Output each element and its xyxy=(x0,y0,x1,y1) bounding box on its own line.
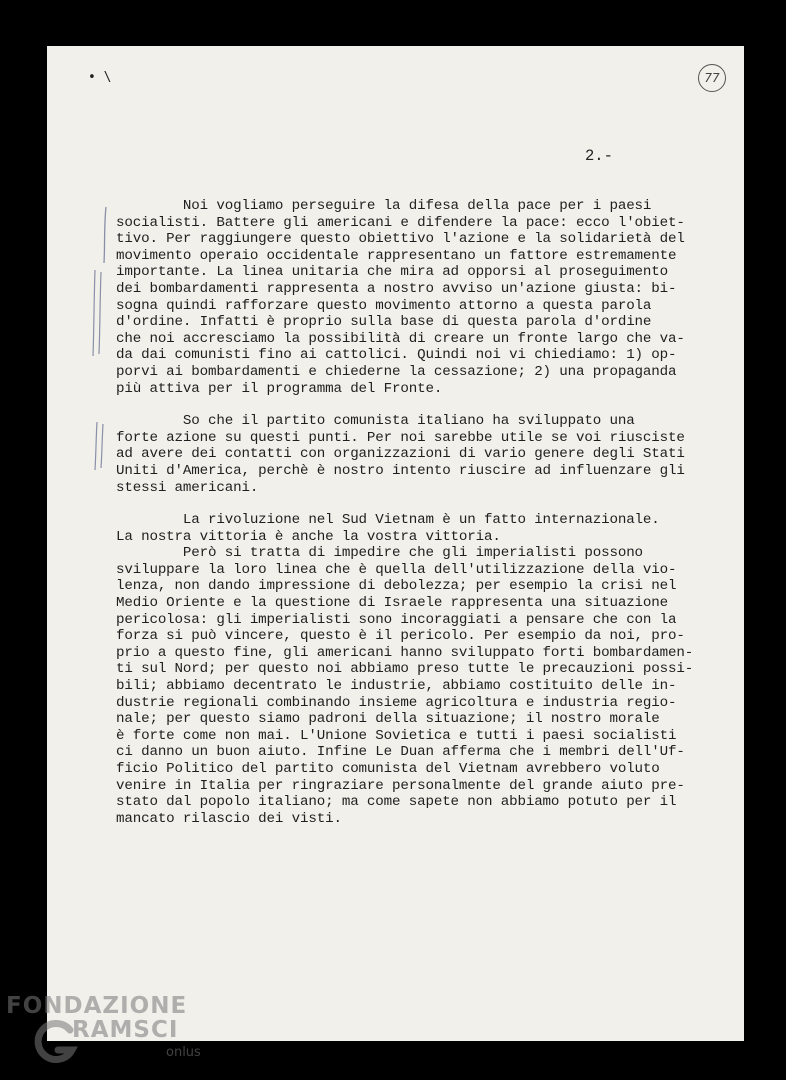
text-line: tivo. Per raggiungere questo obiettivo l'azione e la solidarietà del xyxy=(116,231,685,248)
text-line: d'ordine. Infatti è proprio sulla base di questa parola d'ordine xyxy=(116,314,652,331)
text-line: venire in Italia per ringraziare personalmente del grande aiuto pre- xyxy=(116,777,685,794)
text-line: sviluppare la loro linea che è quella dell'utilizzazione della vio- xyxy=(116,561,677,578)
text-line: prio a questo fine, gli americani hanno sviluppato forti bombardamen- xyxy=(116,644,694,661)
text-line: Medio Oriente e la questione di Israele rappresenta una situazione xyxy=(116,595,669,612)
text-line: dei bombardamenti rappresenta a nostro avviso un'azione giusta: bi- xyxy=(116,280,677,297)
text-line: che noi accresciamo la possibilità di creare un fronte largo che va- xyxy=(116,330,685,347)
text-line: importante. La linea unitaria che mira ad opporsi al proseguimento xyxy=(116,264,669,281)
text-line: dustrie regionali combinando insieme agricoltura e industria regio- xyxy=(116,694,677,711)
text-line: La nostra vittoria è anche la vostra vittoria. xyxy=(116,528,501,545)
watermark-line1: FONDAZIONE xyxy=(6,993,188,1019)
text-line: Però si tratta di impedire che gli imperialisti possono xyxy=(116,545,643,562)
pencil-double-margin-mark-icon xyxy=(88,268,110,358)
text-line: ti sul Nord; per questo noi abbiamo preso tutte le precauzioni possi- xyxy=(116,661,694,678)
text-line: nale; per questo siamo padroni della situazione; il nostro morale xyxy=(116,711,660,728)
fondazione-gramsci-watermark xyxy=(6,994,201,1060)
text-line: più attiva per il programma del Fronte. xyxy=(116,380,443,397)
text-line: movimento operaio occidentale rappresentano un fattore estremamente xyxy=(116,247,677,264)
text-line: Uniti d'America, perchè è nostro intento riuscire ad influenzare gli xyxy=(116,462,685,479)
text-line: Noi vogliamo perseguire la difesa della pace per i paesi xyxy=(116,198,652,214)
document-body xyxy=(116,198,694,827)
page-number: 2.- xyxy=(585,147,613,165)
watermark-line2: RAMSCI xyxy=(72,1017,179,1043)
text-line: è forte come non mai. L'Unione Sovietica e tutti i paesi socialisti xyxy=(116,727,677,744)
text-line: stato dal popolo italiano; ma come sapete non abbiamo potuto per il xyxy=(116,794,677,811)
text-line: sogna quindi rafforzare questo movimento attorno a questa parola xyxy=(116,297,652,314)
corner-mark: • \ xyxy=(88,70,112,85)
text-line: stessi americani. xyxy=(116,479,259,496)
text-line: bili; abbiamo decentrato le industrie, abbiamo costituito delle in- xyxy=(116,678,677,695)
paragraph-gap xyxy=(116,496,676,512)
text-line: ficio Politico del partito comunista del Vietnam avrebbero voluto xyxy=(116,761,660,777)
pencil-double-margin-mark-icon-2 xyxy=(90,420,112,472)
text-line: socialisti. Battere gli americani e difendere la pace: ecco l'obiet- xyxy=(116,214,685,231)
text-line: pericolosa: gli imperialisti sono incoraggiati a pensare che con la xyxy=(116,611,677,628)
archive-number-stamp: 77 xyxy=(698,64,726,92)
paragraph-gap xyxy=(116,397,676,413)
text-line: lenza, non dando impressione di debolezza; per esempio la crisi nel xyxy=(116,578,677,595)
text-line: da dai comunisti fino ai cattolici. Quindi noi vi chiediamo: 1) op- xyxy=(116,347,677,364)
text-line: So che il partito comunista italiano ha sviluppato una xyxy=(116,413,635,430)
text-line: forte azione su questi punti. Per noi sarebbe utile se voi riusciste xyxy=(116,429,685,446)
text-line: ad avere dei contatti con organizzazioni di vario genere degli Stati xyxy=(116,446,685,463)
pencil-margin-mark-icon xyxy=(96,205,116,265)
text-line: La rivoluzione nel Sud Vietnam è un fatto internazionale. xyxy=(116,512,660,529)
text-line: forza si può vincere, questo è il pericolo. Per esempio da noi, pro- xyxy=(116,628,685,645)
text-line: porvi ai bombardamenti e chiederne la cessazione; 2) una propaganda xyxy=(116,363,677,380)
text-line: ci danno un buon aiuto. Infine Le Duan afferma che i membri dell'Uf- xyxy=(116,744,685,761)
text-line: mancato rilascio dei visti. xyxy=(116,810,342,827)
watermark-onlus: onlus xyxy=(166,1045,201,1060)
